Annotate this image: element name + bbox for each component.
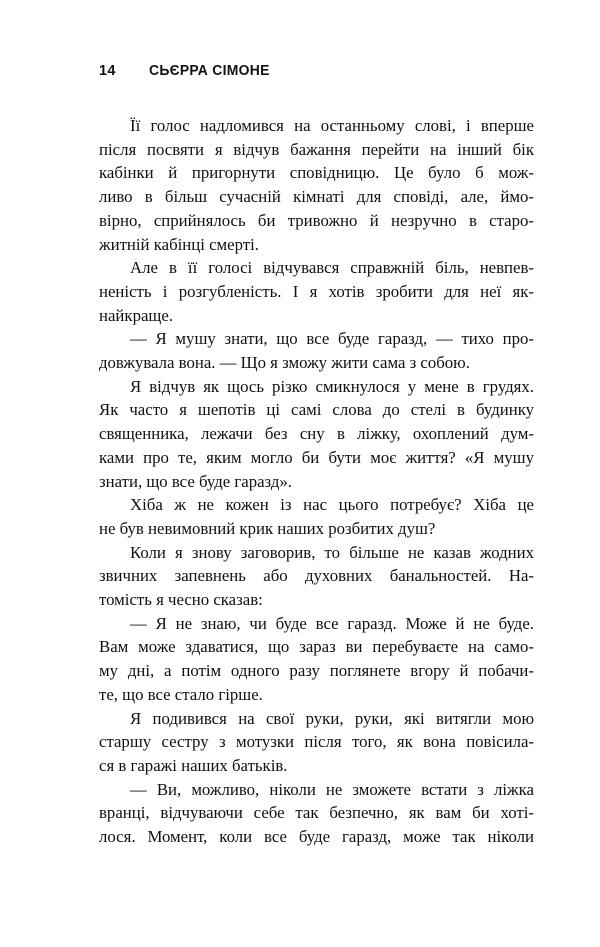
- paragraph: [99, 375, 534, 494]
- text-line: ливо в більш сучасній кімнаті для сповіді, але, ймо-: [99, 187, 534, 207]
- text-line: кабінки й пригорнути сповідницю. Це було б мож-: [99, 163, 534, 183]
- text-line: Я подивився на свої руки, руки, які витягли мою: [130, 708, 534, 728]
- text-line: звичних запевнень або духовних банальностей. На-: [99, 566, 534, 586]
- running-title: СЬЄРРА СІМОНЕ: [148, 63, 270, 79]
- paragraph: [99, 327, 534, 374]
- text-line: вранці, відчуваючи себе так безпечно, як вам би хоті-: [99, 803, 534, 823]
- paragraph: [99, 493, 534, 540]
- text-line: ся в гаражі наших батьків.: [99, 755, 288, 775]
- text-line: Хіба ж не кожен із нас цього потребує? Хіба це: [130, 495, 534, 515]
- page-header: [99, 63, 274, 79]
- text-line: житній кабінці смерті.: [99, 234, 259, 254]
- page-number: 14: [99, 63, 116, 79]
- text-line: лося. Момент, коли все буде гаразд, може так ніколи: [99, 827, 534, 847]
- paragraph: [99, 707, 534, 778]
- text-line: найкраще.: [99, 305, 173, 325]
- text-line: не був невимовний крик наших розбитих душ?: [99, 518, 436, 538]
- page-body: [99, 114, 534, 849]
- text-line: му дні, а потім одного разу поглянете вгору й побачи-: [99, 661, 534, 681]
- text-line: старшу сестру з мотузки після того, як вона повісила-: [99, 732, 534, 752]
- text-line: томість я чесно сказав:: [99, 590, 263, 610]
- text-line: довжувала вона. — Що я зможу жити сама з собою.: [99, 353, 470, 373]
- text-line: священника, лежачи без сну в ліжку, охоплений дум-: [99, 424, 534, 444]
- text-line: знати, що все буде гаразд».: [99, 471, 292, 491]
- paragraph: [99, 612, 534, 707]
- text-line: те, що все стало гірше.: [99, 684, 263, 704]
- text-line: Вам може здаватися, що зараз ви перебуваєте на само-: [99, 637, 534, 657]
- text-line: Але в її голосі відчувався справжній біль, невпев-: [130, 258, 534, 278]
- text-line: — Я не знаю, чи буде все гаразд. Може й не буде.: [130, 613, 534, 633]
- text-line: вірно, сприйнялось би тривожно й незручно в старо-: [99, 210, 534, 230]
- text-line: Як часто я шепотів ці самі слова до стелі в будинку: [99, 400, 534, 420]
- text-line: ками про те, яким могло би бути моє життя? «Я мушу: [99, 447, 534, 467]
- paragraph: [99, 778, 534, 849]
- paragraph: [99, 256, 534, 327]
- text-line: — Ви, можливо, ніколи не зможете встати з ліжка: [130, 779, 534, 799]
- paragraph: [99, 114, 534, 256]
- text-line: Я відчув як щось різко смикнулося у мене в грудях.: [130, 376, 534, 396]
- text-line: неність і розгубленість. І я хотів зробити для неї як-: [99, 281, 534, 301]
- paragraph: [99, 541, 534, 612]
- text-line: Її голос надломився на останньому слові, і вперше: [130, 116, 534, 135]
- text-line: Коли я знову заговорив, то більше не казав жодних: [130, 542, 534, 562]
- text-line: після посвяти я відчув бажання перейти на інший бік: [99, 139, 534, 159]
- text-line: — Я мушу знати, що все буде гаразд, — тихо про-: [130, 329, 534, 349]
